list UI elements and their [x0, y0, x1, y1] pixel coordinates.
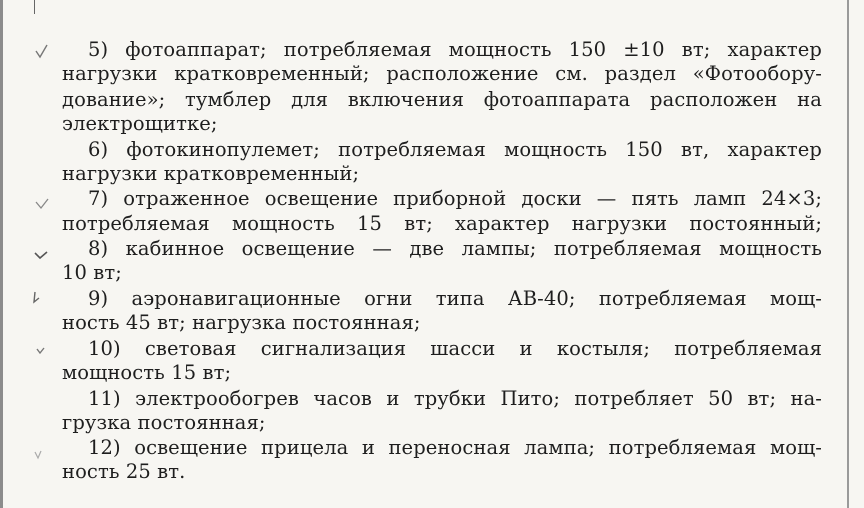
text-line: нагрузки кратковременный; [62, 162, 360, 185]
text-line: 12) освещение прицела и переносная лампа; потребляемая мощ- [88, 436, 822, 459]
page-right-edge [847, 0, 849, 508]
text-line: ность 45 вт; нагрузка постоянная; [62, 311, 421, 334]
text-line: 9) аэронавигационные огни типа АВ-40; потребляемая мощ- [88, 287, 822, 310]
text-line: грузка постоянная; [62, 411, 266, 434]
text-line: 7) отраженное освещение приборной доски — пять ламп 24×3; [88, 187, 822, 210]
text-line: ность 25 вт. [62, 460, 186, 483]
text-line: потребляемая мощность 15 вт; характер нагрузки постоянный; [62, 212, 822, 235]
text-line: 8) кабинное освещение — две лампы; потребляемая мощность [88, 237, 822, 260]
text-line: мощность 15 вт; [62, 361, 232, 384]
corner-pencil-mark [34, 0, 39, 14]
text-line: электрощитке; [62, 112, 218, 135]
pencil-checkmark-icon [32, 444, 48, 464]
page-left-edge [0, 0, 3, 508]
pencil-checkmark-icon [34, 194, 50, 214]
pencil-checkmark-icon [33, 244, 49, 264]
text-line: дование»; тумблер для включения фотоаппарата расположен на [62, 88, 822, 111]
pencil-checkmark-icon [34, 42, 50, 62]
text-line: нагрузки кратковременный; расположение см. раздел «Фотообору- [62, 62, 822, 85]
text-line: 10) световая сигнализация шасси и костыля; потребляемая [88, 337, 822, 360]
text-line: 11) электрообогрев часов и трубки Пито; потребляет 50 вт; на- [88, 387, 822, 410]
text-line: 10 вт; [62, 261, 122, 284]
pencil-checkmark-icon [34, 340, 50, 360]
text-line: 6) фотокинопулемет; потребляемая мощность 150 вт, характер [88, 138, 822, 161]
text-line: 5) фотоаппарат; потребляемая мощность 150 ±10 вт; характер [88, 38, 822, 61]
pencil-checkmark-icon [30, 286, 46, 306]
